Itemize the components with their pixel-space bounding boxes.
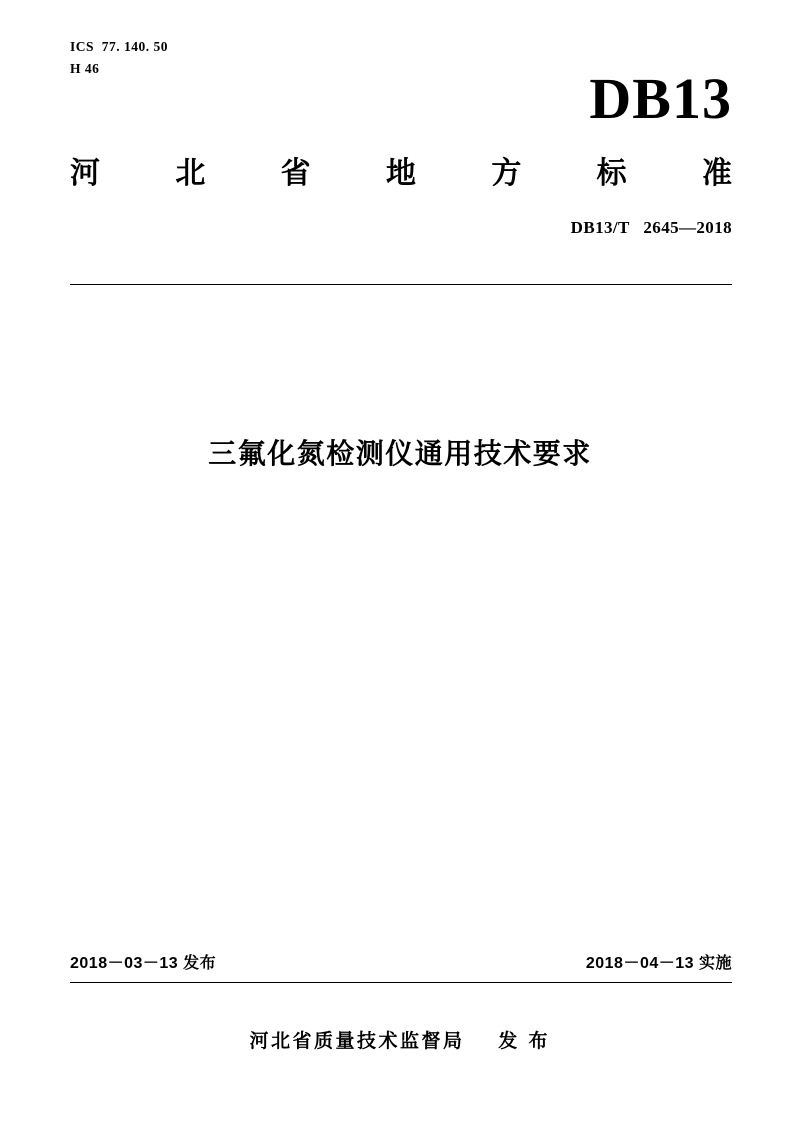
standard-number: DB13/T 2645—2018 [570, 218, 732, 237]
footer-divider [70, 982, 732, 983]
publish-verb: 发 布 [498, 1031, 551, 1052]
classification-code: H 46 [70, 61, 100, 77]
header-divider [70, 284, 732, 285]
province-title-char-5: 方 [491, 157, 522, 190]
document-title: 三氟化氮检测仪通用技术要求 [208, 438, 592, 469]
province-title-char-3: 省 [280, 157, 311, 190]
province-title-char-1: 河 [70, 157, 100, 190]
ics-code: ICS 77. 140. 50 [70, 39, 169, 54]
ics-classification-block [70, 36, 168, 81]
issue-date: 2018－03－13 发布 [70, 955, 217, 972]
province-title-char-2: 北 [175, 157, 206, 190]
publisher-line [0, 1026, 800, 1053]
db13-logo: DB13 [589, 66, 732, 131]
publisher-name: 河北省质量技术监督局 [249, 1031, 465, 1052]
province-title-char-7: 准 [701, 157, 732, 190]
province-standard-title [70, 148, 732, 192]
effective-date: 2018－04－13 实施 [585, 955, 732, 972]
province-title-char-6: 标 [596, 157, 627, 190]
date-row [70, 950, 732, 973]
province-title-char-4: 地 [385, 157, 416, 190]
